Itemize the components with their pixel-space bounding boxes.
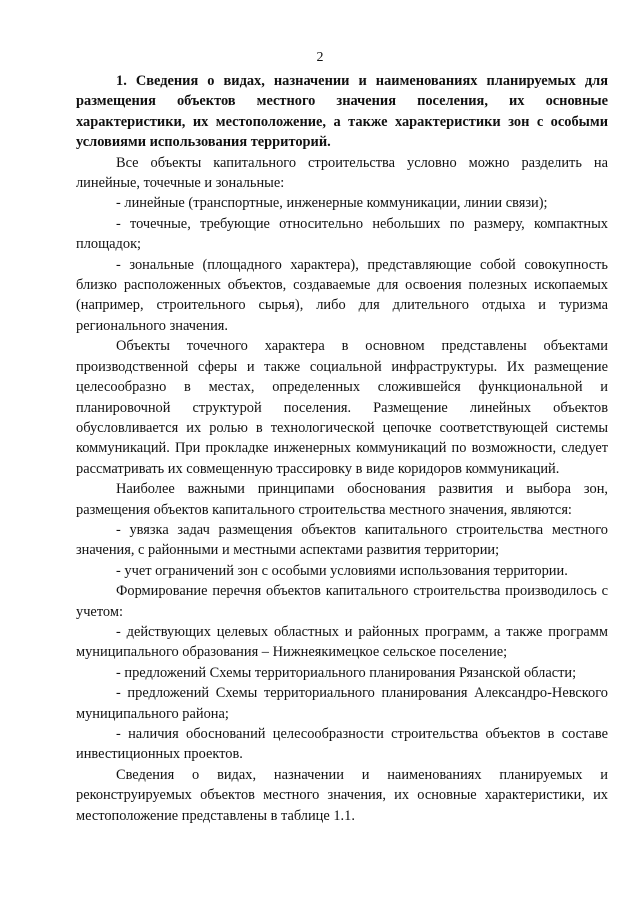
list-item: - учет ограничений зон с особыми условиями использования территории. (116, 562, 568, 579)
section-heading: 1. Сведения о видах, назначении и наименованиях планируемых для размещения объектов местного значения поселения, их основные характеристики, их местоположение, а также характеристики зон с особыми условиями использования территорий. (76, 73, 608, 151)
paragraph: Сведения о видах, назначении и наименованиях планируемых и реконструируемых объектов местного значения, их основные характеристики, их местоположение представлены в таблице 1.1. (76, 766, 608, 824)
list-item: - действующих целевых областных и районных программ, а также программ муниципального образования – Нижнеякимецкое сельское поселение; (76, 623, 608, 661)
list-item: - зональные (площадного характера), представляющие собой совокупность близко расположенных объектов, создаваемые для освоения полезных ископаемых (например, строительного сырья), либо для длительного отдыха и туризма регионального значения. (76, 256, 608, 334)
paragraph: Наиболее важными принципами обоснования развития и выбора зон, размещения объектов капитального строительства местного значения, являются: (76, 481, 608, 518)
document-body (76, 71, 608, 826)
list-item: - точечные, требующие относительно небольших по размеру, компактных площадок; (76, 215, 608, 253)
paragraph: Объекты точечного характера в основном представлены объектами производственной сферы и также социальной инфраструктуры. Их размещение целесообразно в местах, определенных сложившейся функциональной и планировочной структурой поселения. Размещение линейных объектов обусловливается их ролью в технологической цепочке соответствующей системы коммуникаций. При прокладке инженерных коммуникаций по возможности, следует рассматривать их совмещенную трассировку в виде коридоров коммуникаций. (76, 338, 608, 477)
list-item: - предложений Схемы территориального планирования Александро-Невского муниципального района; (76, 685, 608, 722)
page-number: 2 (316, 50, 324, 65)
list-item: - наличия обоснований целесообразности строительства объектов в составе инвестиционных проектов. (76, 726, 608, 763)
list-item: - линейные (транспортные, инженерные коммуникации, линии связи); (116, 195, 548, 212)
paragraph: Все объекты капитального строительства условно можно разделить на линейные, точечные и зональные: (76, 154, 608, 192)
list-item: - предложений Схемы территориального планирования Рязанской области; (116, 664, 577, 681)
list-item: - увязка задач размещения объектов капитального строительства местного значения, с районными и местными аспектами развития территории; (76, 521, 608, 559)
paragraph: Формирование перечня объектов капитального строительства производилось с учетом: (76, 583, 608, 620)
